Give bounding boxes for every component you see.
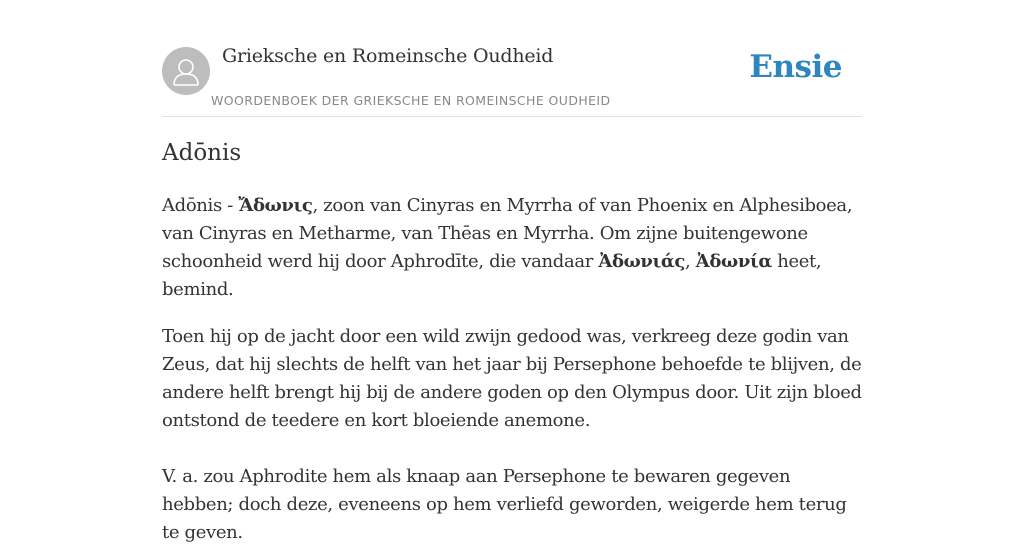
user-silhouette-icon bbox=[162, 47, 210, 95]
content-column bbox=[162, 0, 862, 543]
paragraph-text: , zoon van Cinyras en Myrrha of van Phoenix en Alphesiboea, van Cinyras en Metharme, van Thēas en Myrrha. Om zijne buitengewone schoonheid werd hij door Aphrodīte, die vandaar bbox=[162, 195, 853, 272]
entry-paragraph-3: V. a. zou Aphrodite hem als knaap aan Persephone te bewaren gegeven hebben; doch deze, eveneens op hem verliefd geworden, weigerde hem terug te geven. bbox=[162, 466, 847, 543]
separator-text: , bbox=[685, 251, 696, 272]
site-subtitle: WOORDENBOEK DER GRIEKSCHE EN ROMEINSCHE OUDHEID bbox=[211, 93, 611, 108]
entry-paragraph-1 bbox=[162, 192, 862, 304]
greek-term: Ἀδωνιάς bbox=[598, 251, 686, 272]
page-title: Adōnis bbox=[162, 140, 242, 166]
brand-logo[interactable]: Ensie bbox=[749, 49, 842, 85]
entry-paragraph-2: Toen hij op de jacht door een wild zwijn gedood was, verkreeg deze godin van Zeus, dat hij slechts de helft van het jaar bij Persephone behoefde te blijven, de andere helft brengt hij bij de andere goden op den Olympus door. Uit zijn bloed ontstond de teedere en kort bloeiende anemone. bbox=[162, 326, 862, 431]
avatar[interactable] bbox=[162, 47, 210, 95]
greek-term: Ἄδωνις bbox=[238, 195, 313, 216]
site-title[interactable]: Grieksche en Romeinsche Oudheid bbox=[222, 45, 554, 67]
paragraph-text: heet, bemind. bbox=[162, 251, 822, 300]
site-header bbox=[162, 0, 862, 117]
entry-term: Adōnis - bbox=[162, 195, 239, 216]
greek-term: Ἀδωνία bbox=[695, 251, 772, 272]
